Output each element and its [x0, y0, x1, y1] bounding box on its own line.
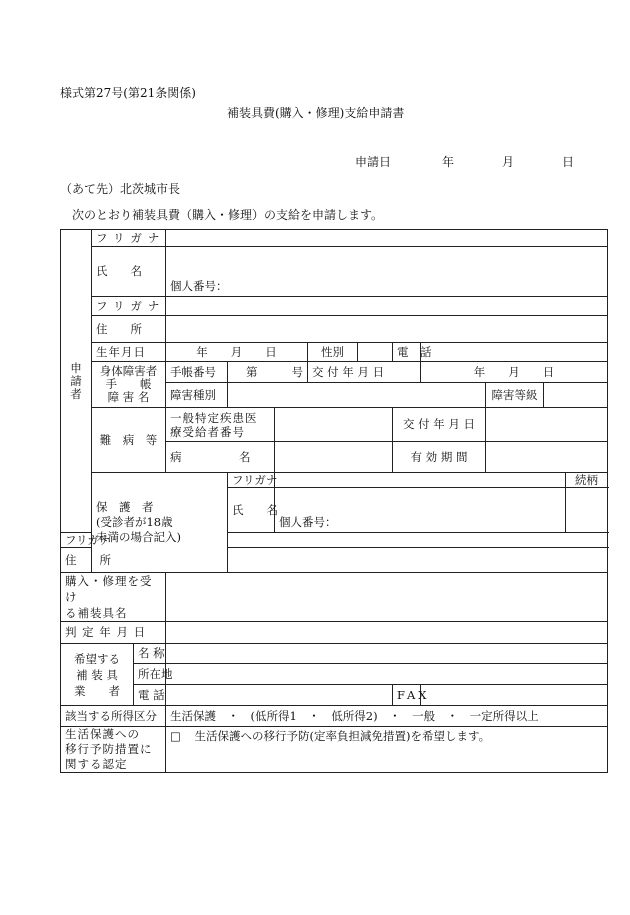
provider-phone-field[interactable]: [166, 685, 393, 706]
specific-recipient-number-field[interactable]: [275, 408, 393, 442]
applicant-address-field[interactable]: [166, 316, 608, 343]
disability-type-field[interactable]: [228, 383, 486, 408]
welfare-transition-label: 生活保護への 移行予防措置に 関する認定: [61, 727, 166, 773]
relation-label: 続柄: [566, 473, 608, 488]
welfare-transition-field: [166, 727, 608, 773]
phone-field[interactable]: [421, 343, 608, 362]
guardian-furigana2-label: フリガナ: [61, 533, 134, 548]
guardian-section-label: 保 護 者 (受診者が18歳 未満の場合記入): [92, 473, 228, 573]
issue-date2-field[interactable]: [486, 408, 608, 442]
application-date-label: 申請日: [355, 155, 392, 169]
disability-handbook-label: 身体障害者 手 帳 障 害 名: [92, 362, 166, 408]
disease-name-label: 病 名: [166, 442, 275, 473]
provider-name-field[interactable]: [166, 644, 608, 664]
issue-date-label: 交 付 年 月 日: [308, 362, 421, 383]
device-name-field[interactable]: [166, 573, 608, 622]
specific-recipient-number-label: 一般特定疾患医 療受給者番号: [166, 408, 275, 442]
guardian-address-label: 住 所: [61, 548, 134, 573]
valid-period-label: 有 効 期 間: [393, 442, 486, 473]
device-name-label: 購入・修理を受け る補装具名: [61, 573, 166, 622]
guardian-furigana2-field[interactable]: [228, 533, 608, 548]
applicant-address-label: 住 所: [92, 316, 166, 343]
applicant-personal-number-label: 個人番号：: [170, 279, 228, 293]
provider-fax-field[interactable]: [421, 685, 608, 706]
disability-grade-label: 障害等級: [486, 383, 544, 408]
guardian-personal-number-label: 個人番号：: [279, 515, 337, 529]
provider-fax-label: FAX: [393, 685, 421, 706]
welfare-transition-text: 生活保護への移行予防(定率負担減免措置)を希望します。: [194, 729, 491, 743]
applicant-furigana-label: フリガナ: [92, 230, 166, 247]
applicant-furigana2-label: フリガナ: [92, 297, 166, 316]
gender-field[interactable]: [358, 343, 393, 362]
guardian-name-label: 氏 名: [228, 488, 275, 533]
applicant-furigana-field[interactable]: [166, 230, 608, 247]
guardian-furigana-field[interactable]: [275, 473, 566, 488]
provider-section-label: 希望する 補 装 具 業 者: [61, 644, 134, 706]
applicant-section-label: 申 請 者: [61, 230, 92, 533]
guardian-address-field[interactable]: [228, 548, 608, 573]
application-form-table: [60, 229, 608, 773]
date-year: 年: [442, 155, 455, 169]
applicant-name-label: 氏 名: [92, 247, 166, 297]
welfare-checkbox[interactable]: □: [170, 729, 181, 743]
disability-type-label: 障害種別: [166, 383, 228, 408]
gender-label: 性別: [308, 343, 358, 362]
addressee: （あて先）北茨城市長: [60, 182, 181, 196]
intractable-disease-label: 難 病 等: [92, 408, 166, 473]
income-category-options[interactable]: 生活保護 ・ (低所得1 ・ 低所得2) ・ 一般 ・ 一定所得以上: [166, 706, 608, 727]
valid-period-field[interactable]: [486, 442, 608, 473]
provider-location-label: 所在地: [134, 664, 166, 685]
applicant-furigana2-field[interactable]: [166, 297, 608, 316]
judgment-date-field[interactable]: [166, 622, 608, 644]
judgment-date-label: 判 定 年 月 日: [61, 622, 166, 644]
handbook-number-label: 手帳番号: [166, 362, 228, 383]
issue-date2-label: 交 付 年 月 日: [393, 408, 486, 442]
birthdate-field[interactable]: 年 月 日: [166, 343, 308, 362]
guardian-name-field[interactable]: [275, 488, 566, 533]
intro-text: 次のとおり補装具費（購入・修理）の支給を申請します。: [72, 208, 384, 222]
provider-name-label: 名 称: [134, 644, 166, 664]
handbook-number-field[interactable]: 第 号: [228, 362, 308, 383]
date-month: 月: [502, 155, 515, 169]
date-day: 日: [562, 155, 575, 169]
provider-location-field[interactable]: [166, 664, 608, 685]
relation-field[interactable]: [566, 488, 608, 533]
birthdate-label: 生年月日: [92, 343, 166, 362]
provider-phone-label: 電 話: [134, 685, 166, 706]
applicant-name-field[interactable]: [166, 247, 608, 297]
income-category-label: 該当する所得区分: [61, 706, 166, 727]
disability-grade-field[interactable]: [544, 383, 608, 408]
disease-name-field[interactable]: [275, 442, 393, 473]
phone-label: 電 話: [393, 343, 421, 362]
form-number: 様式第27号(第21条関係): [60, 86, 196, 100]
issue-date-field[interactable]: 年 月 日: [421, 362, 608, 383]
guardian-furigana-label: フリガナ: [228, 473, 275, 488]
form-title: 補装具費(購入・修理)支給申請書: [227, 106, 405, 120]
